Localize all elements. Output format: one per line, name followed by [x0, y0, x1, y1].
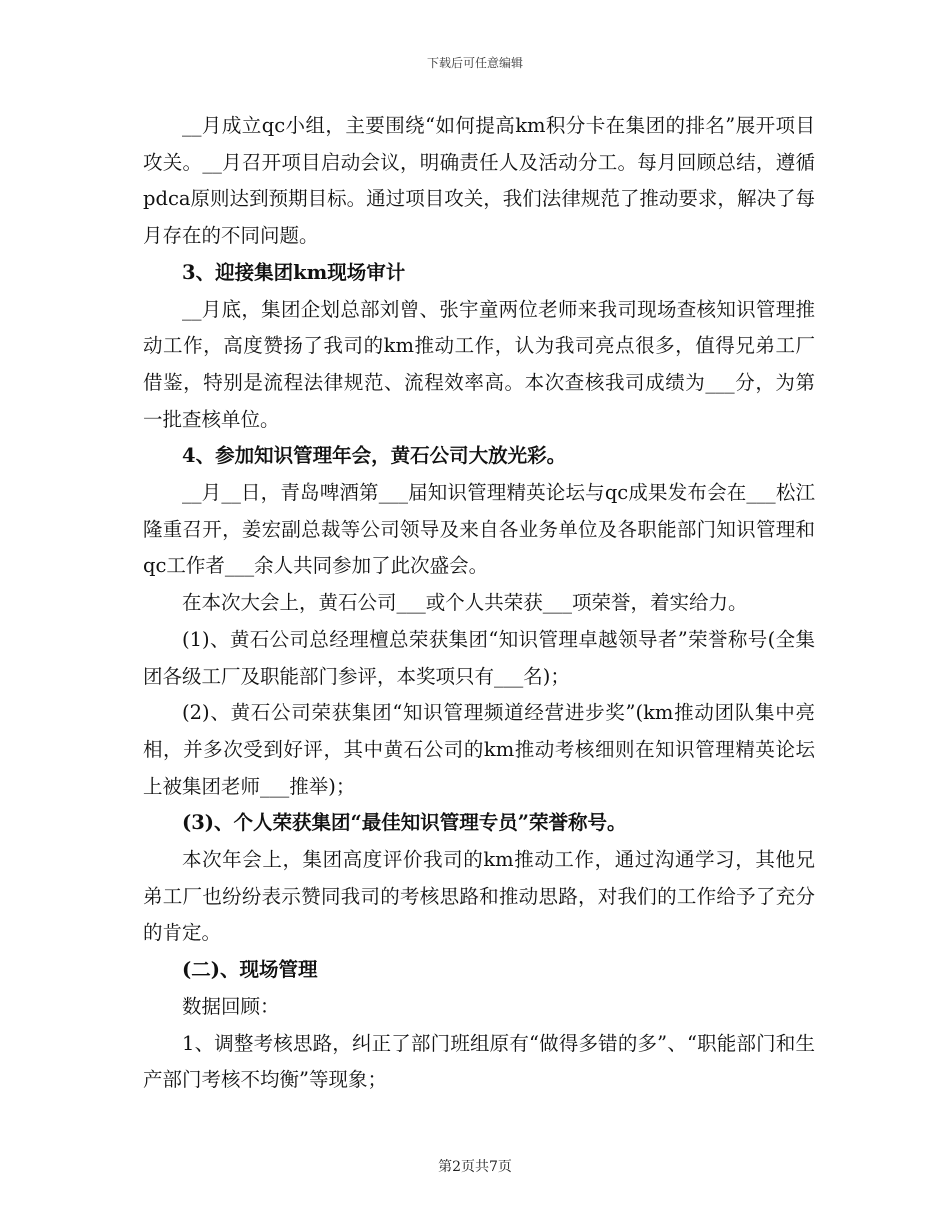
- section-heading: 4、参加知识管理年会，黄石公司大放光彩。: [182, 444, 567, 468]
- body-paragraph: __月成立qc小组，主要围绕“如何提高km积分卡在集团的排名”展开项目攻关。__月召开项目启动会议，明确责任人及活动分工。每月回顾总结，遵循pdca原则达到预期目标。通过项目攻关，我们法律规范了推动要求，解决了每月存在的不同问题。: [143, 114, 815, 248]
- section-heading: (二)、现场管理: [182, 958, 318, 982]
- body-paragraph: __月底，集团企划总部刘曾、张宇童两位老师来我司现场查核知识管理推动工作，高度赞扬了我司的km推动工作，认为我司亮点很多，值得兄弟工厂借鉴，特别是流程法律规范、流程效率高。本次查核我司成绩为___分，为第一批查核单位。: [143, 297, 815, 431]
- document-body: [143, 108, 815, 1099]
- body-paragraph: (1)、黄石公司总经理檀总荣获集团“知识管理卓越领导者”荣誉称号(全集团各级工厂及职能部门参评，本奖项只有___名)；: [143, 627, 815, 688]
- page-header: 下载后可任意编辑: [426, 56, 523, 70]
- section-heading: 3、迎接集团km现场审计: [182, 260, 406, 284]
- body-paragraph: 本次年会上，集团高度评价我司的km推动工作，通过沟通学习，其他兄弟工厂也纷纷表示赞同我司的考核思路和推动思路，对我们的工作给予了充分的肯定。: [143, 848, 815, 945]
- body-paragraph: 数据回顾：: [182, 994, 280, 1018]
- body-paragraph: 1、调整考核思路，纠正了部门班组原有“做得多错的多”、“职能部门和生产部门考核不均衡”等现象；: [143, 1031, 815, 1092]
- body-paragraph: (2)、黄石公司荣获集团“知识管理频道经营进步奖”(km推动团队集中亮相，并多次受到好评，其中黄石公司的km推动考核细则在知识管理精英论坛上被集团老师___推举)；: [143, 701, 815, 798]
- body-paragraph: 在本次大会上，黄石公司___或个人共荣获___项荣誉，着实给力。: [182, 591, 748, 615]
- section-heading: (3)、个人荣获集团“最佳知识管理专员”荣誉称号。: [182, 811, 627, 835]
- body-paragraph: __月__日，青岛啤酒第___届知识管理精英论坛与qc成果发布会在___松江隆重召开，姜宏副总裁等公司领导及来自各业务单位及各职能部门知识管理和qc工作者___余人共同参加了此次盛会。: [143, 481, 815, 578]
- page-number: 第2页共7页: [438, 1159, 512, 1175]
